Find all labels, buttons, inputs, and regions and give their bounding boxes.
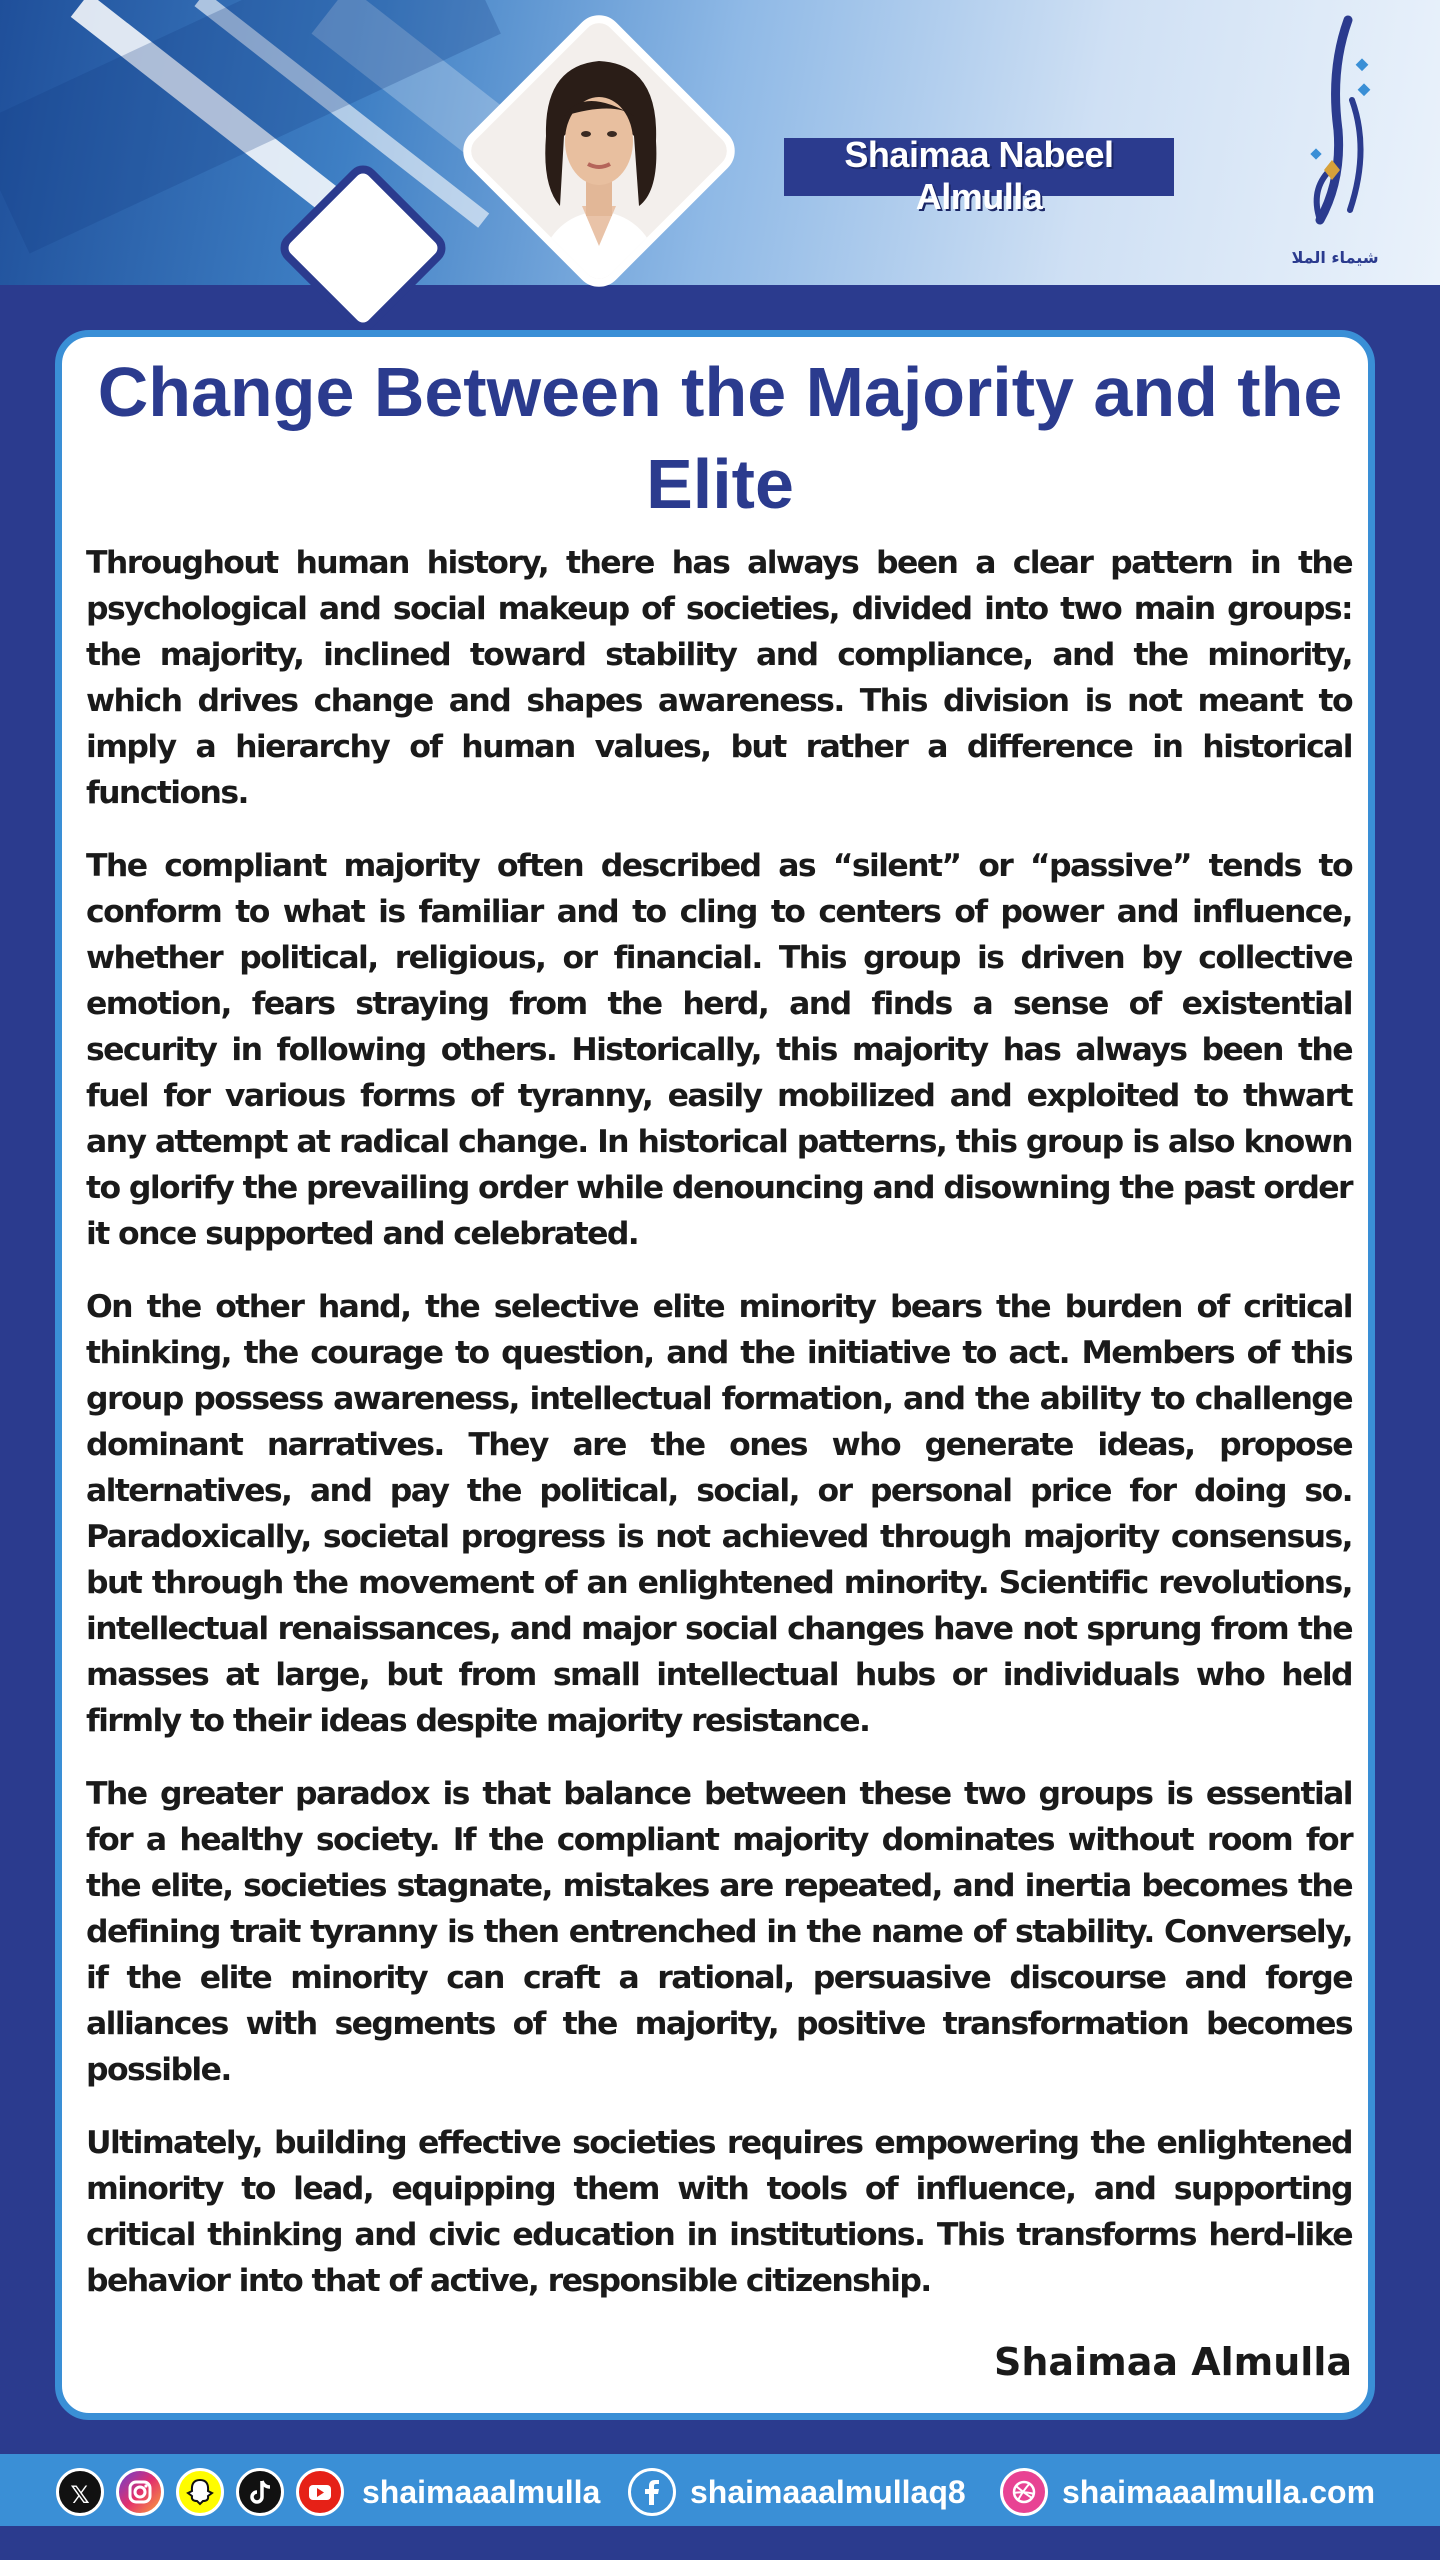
author-name: Shaimaa Nabeel Almulla xyxy=(844,134,1114,217)
social-handle[interactable]: shaimaaalmulla xyxy=(362,2474,601,2510)
facebook-icon[interactable] xyxy=(628,2468,676,2516)
facebook-handle[interactable]: shaimaaalmullaq8 xyxy=(690,2474,966,2510)
tiktok-icon[interactable] xyxy=(236,2468,284,2516)
paragraph: The greater paradox is that balance between these two groups is essential for a healthy society. If the compliant majority dominates without room for the elite, societies stagnate, mistakes are repeated, and inertia becomes the defining trait tyranny is then entrenched in the name of stability. Conversely, if the elite minority can craft a rational, persuasive discourse and forge alliances with segments of the majority, positive transformation becomes possible. xyxy=(86,1776,1352,2088)
website-link[interactable]: shaimaaalmulla.com xyxy=(1062,2474,1376,2510)
decor-shade xyxy=(0,0,501,253)
article-body xyxy=(86,540,1352,2331)
calligraphy-logo-icon xyxy=(1290,10,1380,240)
paragraph: Throughout human history, there has always been a clear pattern in the psychological and social makeup of societies, divided into two main groups: the majority, inclined toward stability and compliance, and the minority, which drives change and shapes awareness. This division is not meant to imply a hierarchy of human values, but rather a difference in historical functions. xyxy=(86,545,1352,811)
paragraph: On the other hand, the selective elite minority bears the burden of critical thinking, the courage to question, and the initiative to act. Members of this group possess awareness, intellectual formation, and the ability to challenge dominant narratives. They are the ones who generate ideas, propose alternatives, and pay the political, social, or personal price for doing so. Paradoxically, societal progress is not achieved through majority consensus, but through the movement of an enlightened minority. Scientific revolutions, intellectual renaissances, and major social changes have not sprung from the masses at large, but from small intellectual hubs or individuals who held firmly to their ideas despite majority resistance. xyxy=(86,1289,1352,1739)
snapchat-icon[interactable] xyxy=(176,2468,224,2516)
paragraph: The compliant majority often described as “silent” or “passive” tends to conform to what is familiar and to cling to centers of power and influence, whether political, religious, or financial. This group is driven by collective emotion, fears straying from the herd, and finds a sense of existential security in following others. Historically, this majority has always been the fuel for various forms of tyranny, easily mobilized and exploited to thwart any attempt at radical change. In historical patterns, this group is also known to glorify the prevailing order while denouncing and disowning the past order it once supported and celebrated. xyxy=(86,848,1352,1252)
logo-caption: شيماء الملا xyxy=(1291,248,1379,267)
article-title: Change Between the Majority and the Elite xyxy=(97,353,1343,523)
paragraph: Ultimately, building effective societies requires empowering the enlightened minority to lead, equipping them with tools of influence, and supporting critical thinking and civic education in institutions. This transforms herd-like behavior into that of active, responsible citizenship. xyxy=(86,2125,1352,2299)
youtube-icon[interactable] xyxy=(296,2468,344,2516)
signature: Shaimaa Almulla xyxy=(994,2340,1352,2384)
x-icon[interactable]: 𝕏 xyxy=(56,2468,104,2516)
instagram-icon[interactable] xyxy=(116,2468,164,2516)
website-icon[interactable] xyxy=(1000,2468,1048,2516)
